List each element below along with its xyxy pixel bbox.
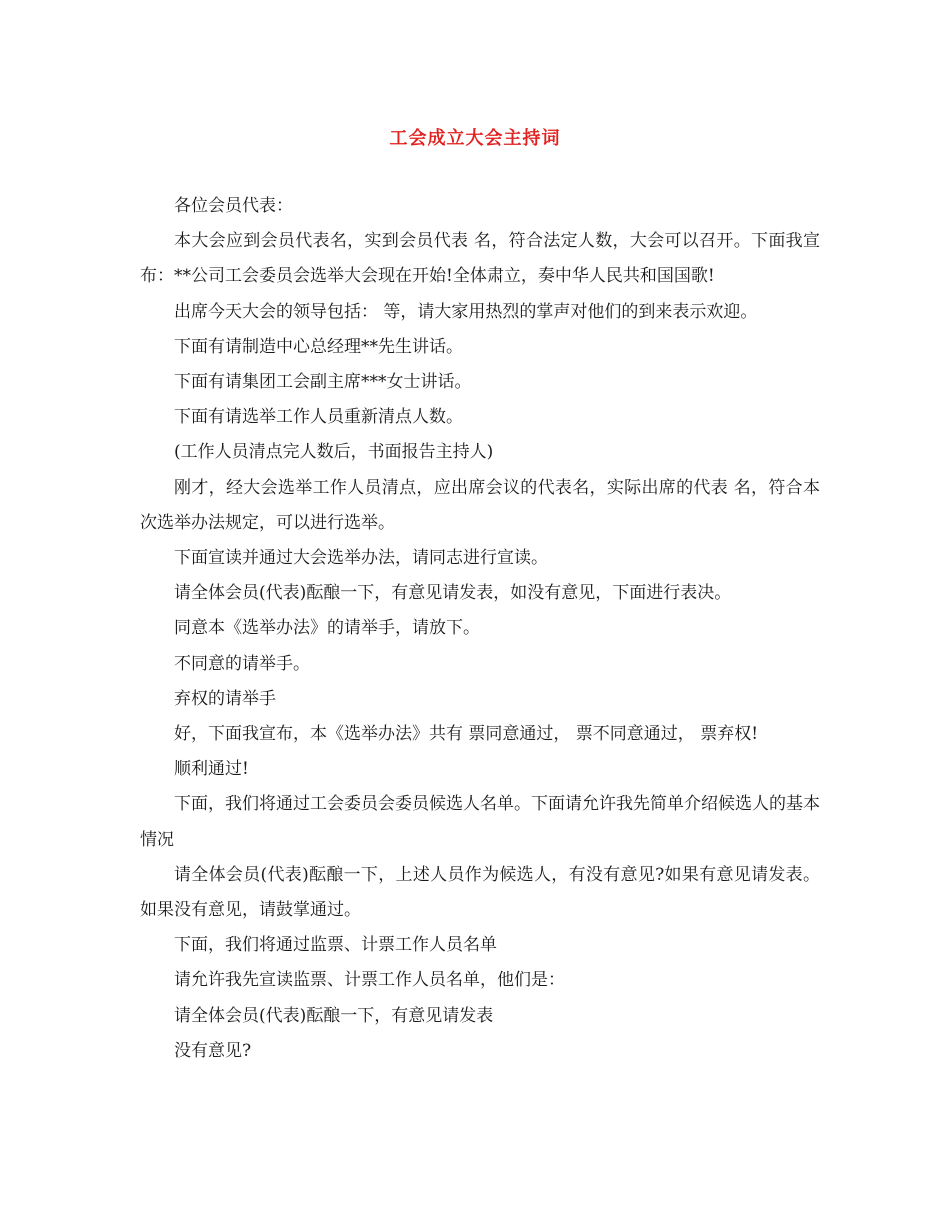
paragraph: 请全体会员(代表)酝酿一下，有意见请发表，如没有意见，下面进行表决。 [174,583,732,604]
paragraph: 下面有请制造中心总经理**先生讲话。 [174,336,463,357]
paragraph: 同意本《选举办法》的请举手，请放下。 [174,618,480,639]
paragraph: 弃权的请举手 [174,688,276,709]
paragraph: 请全体会员(代表)酝酿一下，上述人员作为候选人，有没有意见?如果有意见请发表。如果没有意见，请鼓掌通过。 [140,864,820,921]
paragraph: (工作人员清点完人数后，书面报告主持人) [174,442,494,463]
paragraph: 下面，我们将通过工会委员会委员候选人名单。下面请允许我先简单介绍候选人的基本情况 [140,794,820,850]
paragraph: 不同意的请举手。 [174,653,310,674]
paragraph: 顺利通过! [174,759,249,780]
paragraph: 请全体会员(代表)酝酿一下，有意见请发表 [174,1005,494,1026]
paragraph: 本大会应到会员代表名，实到会员代表 名，符合法定人数，大会可以召开。下面我宣布：**公司工会委员会选举大会现在开始!全体肃立，奏中华人民共和国国歌! [140,231,820,287]
paragraph: 下面有请集团工会副主席***女士讲话。 [174,372,472,393]
document-title: 工会成立大会主持词 [389,128,561,149]
paragraph: 下面，我们将通过监票、计票工作人员名单 [174,935,497,956]
paragraph: 各位会员代表： [174,196,293,216]
paragraph: 刚才，经大会选举工作人员清点，应出席会议的代表名，实际出席的代表 名，符合本次选举办法规定，可以进行选举。 [140,477,820,533]
paragraph: 好，下面我宣布，本《选举办法》共有 票同意通过， 票不同意通过， 票弃权! [174,724,759,745]
paragraph: 下面宣读并通过大会选举办法，请同志进行宣读。 [174,548,548,569]
paragraph: 没有意见? [174,1040,252,1061]
paragraph: 出席今天大会的领导包括： 等，请大家用热烈的掌声对他们的到来表示欢迎。 [174,301,758,322]
document-body [140,189,820,1069]
paragraph: 下面有请选举工作人员重新清点人数。 [174,407,463,428]
paragraph: 请允许我先宣读监票、计票工作人员名单，他们是： [174,970,565,991]
